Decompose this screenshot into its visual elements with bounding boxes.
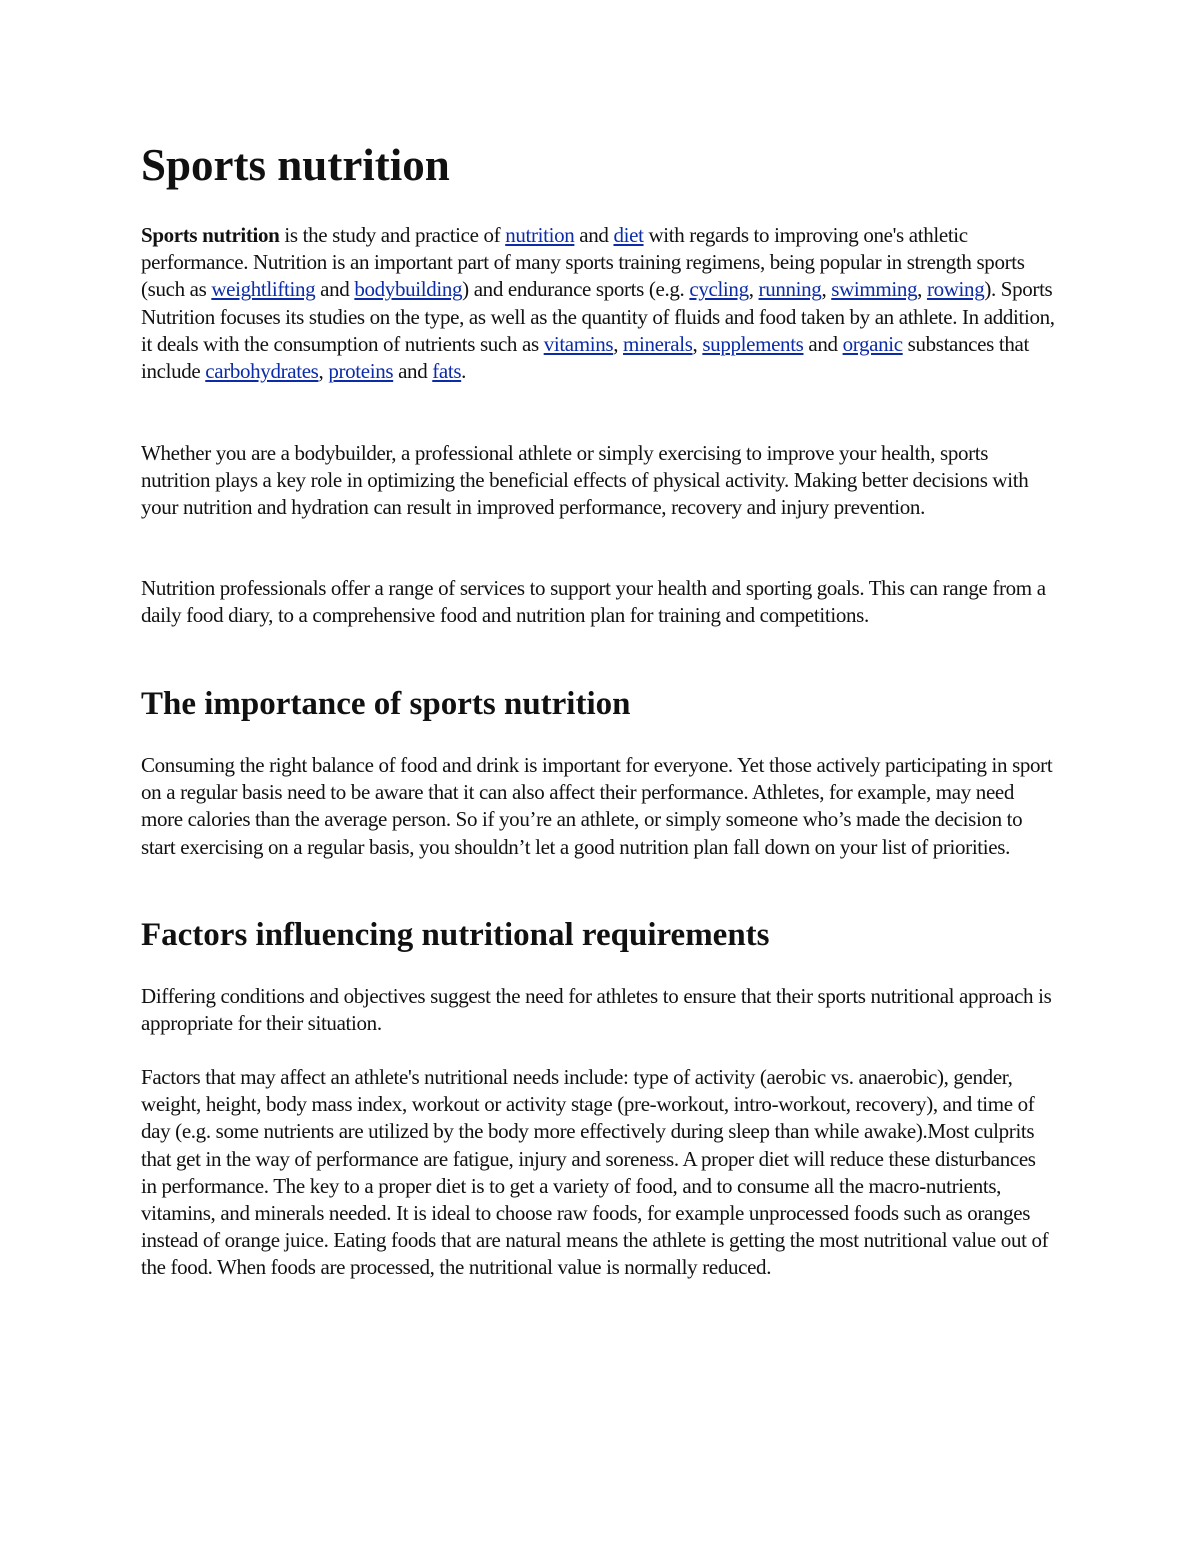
intro-text: . bbox=[461, 359, 467, 384]
intro-text: and bbox=[574, 223, 614, 247]
intro-text: , bbox=[318, 359, 329, 384]
link-proteins[interactable]: proteins bbox=[328, 359, 394, 384]
intro-text: , bbox=[692, 331, 703, 356]
intro-text: , bbox=[917, 277, 927, 302]
intro-text: with regards to improving one's athletic performance. Nutrition is an important part of many sports training regimens, being popular in strength sports (such as bbox=[141, 223, 1025, 302]
paragraph-importance: Consuming the right balance of food and drink is important for everyone. Yet those actively participating in sport on a regular basis need to be aware that it can also affect their performance. Athletes, for example, may need more calories than the average person. So if you’re an athlete, or simply someone who’s made the decision to start exercising on a regular basis, you shouldn’t let a good nutrition plan fall down on your list of priorities. bbox=[141, 753, 1053, 859]
paragraph-factors-intro: Differing conditions and objectives suggest the need for athletes to ensure that their sports nutritional approach is appropriate for their situation. bbox=[141, 984, 1052, 1036]
intro-text: , bbox=[748, 277, 759, 302]
link-carbohydrates[interactable]: carbohydrates bbox=[205, 359, 319, 384]
link-weightlifting[interactable]: weightlifting bbox=[211, 277, 316, 302]
link-diet[interactable]: diet bbox=[613, 223, 644, 247]
intro-text: , bbox=[821, 277, 832, 302]
link-bodybuilding[interactable]: bodybuilding bbox=[354, 277, 463, 302]
intro-text: and bbox=[803, 331, 843, 356]
link-nutrition[interactable]: nutrition bbox=[505, 223, 575, 247]
heading-factors: Factors influencing nutritional requirements bbox=[141, 917, 770, 953]
intro-text: ). Sports Nutrition focuses its studies on the type, as well as the quantity of fluids and food taken by an athlete. In addition, it deals with the consumption of nutrients such as bbox=[141, 277, 1055, 356]
paragraph-services: Nutrition professionals offer a range of services to support your health and sporting goals. This can range from a daily food diary, to a comprehensive food and nutrition plan for training and competitions. bbox=[141, 576, 1046, 628]
intro-text: is the study and practice of bbox=[279, 223, 506, 247]
heading-importance: The importance of sports nutrition bbox=[141, 686, 631, 722]
intro-text: substances that include bbox=[141, 331, 1029, 384]
link-minerals[interactable]: minerals bbox=[623, 331, 693, 356]
paragraph-factors-detail: Factors that may affect an athlete's nutritional needs include: type of activity (aerobic vs. anaerobic), gender, weight, height, body mass index, workout or activity stage (pre-workout, intro-workout, recovery), and time of day (e.g. some nutrients are utilized by the body more effectively during sleep than while awake).Most culprits that get in the way of performance are fatigue, injury and soreness. A proper diet will reduce these disturbances in performance. The key to a proper diet is to get a variety of food, and to consume all the macro-nutrients, vitamins, and minerals needed. It is ideal to choose raw foods, for example unprocessed foods such as oranges instead of orange juice. Eating foods that are natural means the athlete is getting the most nutritional value out of the food. When foods are processed, the nutritional value is normally reduced. bbox=[141, 1065, 1049, 1280]
link-cycling[interactable]: cycling bbox=[689, 277, 749, 302]
intro-text: and bbox=[315, 277, 355, 302]
intro-text: and bbox=[393, 359, 433, 384]
intro-text: ) and endurance sports (e.g. bbox=[462, 277, 690, 302]
link-fats[interactable]: fats bbox=[432, 359, 462, 384]
link-running[interactable]: running bbox=[758, 277, 822, 302]
intro-bold-term: Sports nutrition bbox=[141, 223, 280, 247]
paragraph-benefits: Whether you are a bodybuilder, a professional athlete or simply exercising to improve your health, sports nutrition plays a key role in optimizing the beneficial effects of physical activity. Making better decisions with your nutrition and hydration can result in improved performance, recovery and injury prevention. bbox=[141, 441, 1029, 520]
intro-text: , bbox=[613, 331, 624, 356]
intro-paragraph bbox=[141, 222, 1056, 385]
link-supplements[interactable]: supplements bbox=[702, 331, 804, 356]
link-organic[interactable]: organic bbox=[842, 331, 903, 356]
page-title: Sports nutrition bbox=[141, 140, 450, 190]
link-rowing[interactable]: rowing bbox=[926, 277, 985, 302]
link-swimming[interactable]: swimming bbox=[831, 277, 918, 302]
link-vitamins[interactable]: vitamins bbox=[543, 331, 614, 356]
